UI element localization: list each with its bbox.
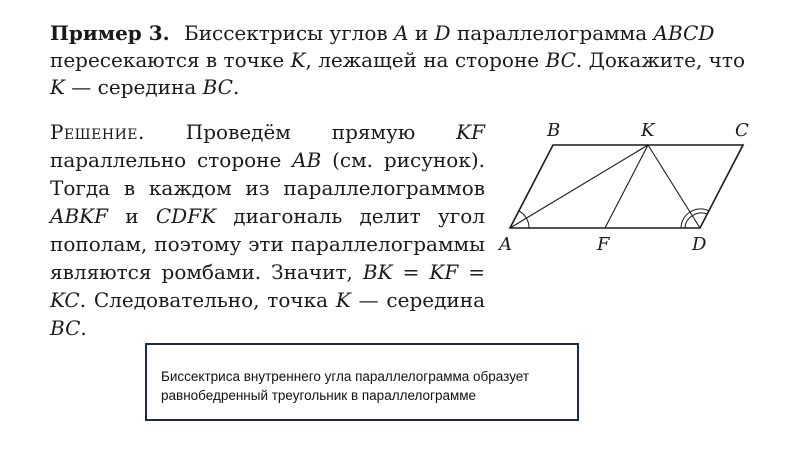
problem-label: Пример 3. bbox=[50, 21, 170, 45]
problem-text: параллелограмма bbox=[450, 21, 654, 45]
solution-part: и bbox=[107, 204, 156, 228]
problem-text: Биссектрисы углов bbox=[177, 21, 395, 45]
math-BC: BC bbox=[50, 316, 81, 340]
problem-statement bbox=[50, 20, 750, 101]
label-a: A bbox=[499, 234, 512, 255]
solution-part: . Следовательно, точка bbox=[79, 288, 336, 312]
note-box bbox=[145, 343, 579, 421]
problem-text: . Докажите, что bbox=[575, 48, 745, 72]
solution-part: параллельно стороне bbox=[50, 148, 293, 172]
label-d: D bbox=[692, 234, 707, 255]
note-text: Биссектриса внутреннего угла параллелограмма образует равнобедренный треугольник в параллелограмме bbox=[161, 369, 530, 403]
solution-part: диагональ делит угол пополам, поэтому эти параллелограммы являются ромбами. Значит, bbox=[50, 204, 486, 284]
problem-text: . bbox=[232, 75, 240, 99]
math-BC: BC bbox=[202, 75, 233, 99]
math-CDFK: CDFK bbox=[155, 204, 217, 228]
solution-part: — середина bbox=[350, 288, 485, 312]
math-ABKF: ABKF bbox=[50, 204, 108, 228]
math-KF: KF bbox=[456, 120, 485, 144]
solution-part: . bbox=[80, 316, 87, 340]
angle-arc-d-inner bbox=[685, 216, 692, 228]
problem-text: , лежащей на стороне bbox=[305, 48, 546, 72]
parallelogram-figure bbox=[495, 118, 765, 258]
math-A: A bbox=[394, 21, 409, 45]
angle-arc-d-mid bbox=[690, 209, 709, 212]
label-f: F bbox=[597, 234, 610, 255]
label-c: C bbox=[735, 120, 749, 141]
math-K: K bbox=[290, 48, 306, 72]
math-ABCD: ABCD bbox=[653, 21, 715, 45]
math-AB: AB bbox=[292, 148, 322, 172]
label-k: K bbox=[641, 120, 655, 141]
label-b: B bbox=[547, 120, 561, 141]
problem-text: пересекаются в точке bbox=[50, 48, 291, 72]
math-K: K bbox=[50, 75, 65, 99]
solution-label: Решение. bbox=[50, 120, 145, 144]
solution-part: Проведём прямую bbox=[144, 120, 457, 144]
math-equality: BK = KF = KC bbox=[50, 260, 485, 312]
math-BC: BC bbox=[545, 48, 576, 72]
problem-text: — середина bbox=[64, 75, 203, 99]
math-K: K bbox=[335, 288, 351, 312]
math-D: D bbox=[434, 21, 451, 45]
solution-text bbox=[50, 118, 485, 342]
angle-arc-d-inner2 bbox=[692, 213, 707, 216]
solution-part: (см. рисунок). Тогда в каждом из параллелограммов bbox=[50, 148, 485, 200]
problem-text: и bbox=[408, 21, 435, 45]
